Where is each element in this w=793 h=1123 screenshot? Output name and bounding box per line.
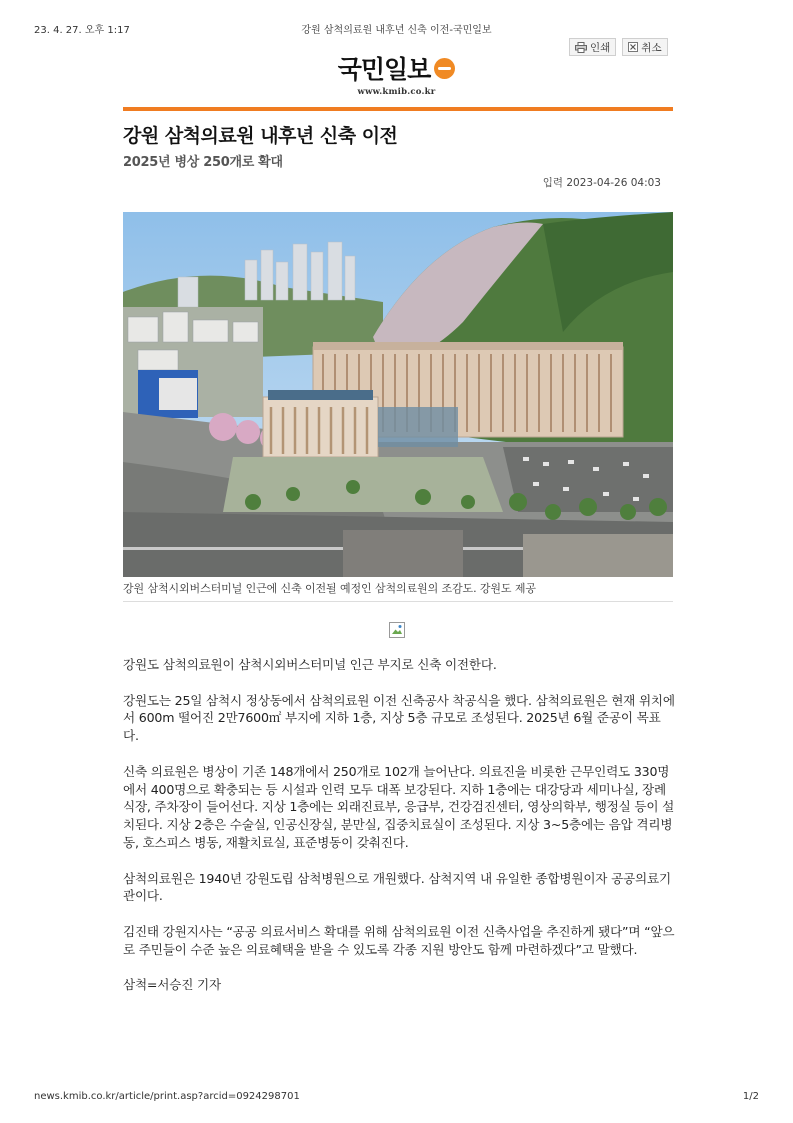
page-number: 1/2: [742, 1091, 759, 1102]
article-byline: 삼척=서승진 기자: [123, 977, 221, 993]
print-header: [34, 21, 759, 35]
masthead: [0, 50, 793, 97]
article-photo: [123, 212, 673, 577]
site-url: www.kmib.co.kr: [357, 87, 436, 97]
article-paragraph: 김진태 강원지사는 “공공 의료서비스 확대를 위해 삼척의료원 이전 신축사업을 추진하게 됐다”며 “앞으로 주민들이 수준 높은 의료혜택을 받을 수 있도록 각종 지원 방안도 함께 마련하겠다”고 말했다.: [123, 923, 675, 957]
print-footer: [34, 1091, 759, 1102]
photo-caption: 강원 삼척시외버스터미널 인근에 신축 이전될 예정인 삼척의료원의 조감도. 강원도 제공: [123, 580, 673, 602]
article-paragraph: 강원도는 25일 삼척시 정상동에서 삼척의료원 이전 신축공사 착공식을 했다. 삼척의료원은 현재 위치에서 600m 떨어진 2만7600㎡ 부지에 지하 1층, 지상 5층 규모로 조성된다. 2025년 6월 준공이 목표다.: [123, 692, 675, 744]
print-button-label: 인쇄: [590, 41, 611, 54]
article-paragraph: 신축 의료원은 병상이 기존 148개에서 250개로 102개 늘어난다. 의료진을 비롯한 근무인력도 330명에서 400명으로 확충되는 등 시설과 인력 모두 대폭 보강된다. 지하 1층에는 대강당과 세미나실, 장례식장, 주차장이 들어선다. 지상 1층에는 외래진료부, 응급부, 건강검진센터, 영상의학부, 행정실 등이 설치된다. 지상 2층은 수술실, 인공신장실, 분만실, 집중치료실이 조성된다. 지상 3~5층에는 음압 격리병동, 호스피스 병동, 재활치료실, 표준병동이 갖춰진다.: [123, 763, 675, 850]
logo-mark-icon: [434, 58, 455, 79]
site-logo[interactable]: [338, 50, 456, 86]
article-dateline: 입력 2023-04-26 04:03: [542, 177, 661, 189]
article-paragraph: 강원도 삼척의료원이 삼척시외버스터미널 인근 부지로 신축 이전한다.: [123, 657, 497, 672]
article-paragraph: 삼척의료원은 1940년 강원도립 삼척병원으로 개원했다. 삼척지역 내 유일한 종합병원이자 공공의료기관이다.: [123, 870, 671, 904]
article-subheadline: 2025년 병상 250개로 확대: [123, 155, 283, 170]
article-headline: 강원 삼척의료원 내후년 신축 이전: [123, 125, 398, 147]
broken-image-icon: [389, 622, 405, 638]
print-timestamp: 23. 4. 27. 오후 1:17: [34, 25, 130, 36]
print-footer-url: news.kmib.co.kr/article/print.asp?arcid=0924298701: [34, 1091, 300, 1102]
logo-text: 국민일보: [337, 55, 431, 84]
article-body: [123, 656, 675, 1012]
print-document-title: 강원 삼척의료원 내후년 신축 이전-국민일보: [301, 25, 492, 36]
header-divider: [123, 107, 673, 111]
cancel-button-label: 취소: [641, 41, 662, 54]
